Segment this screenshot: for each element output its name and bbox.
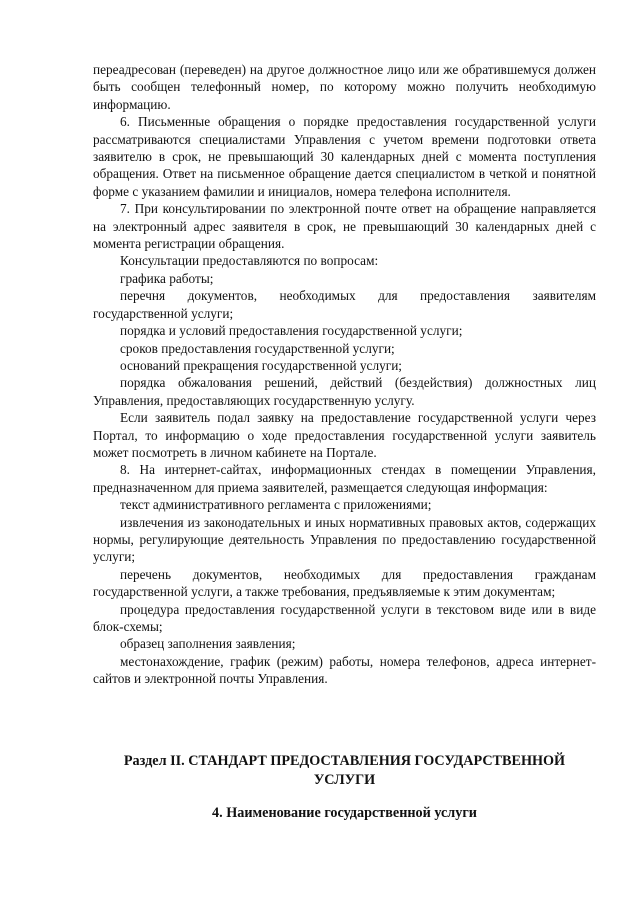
paragraph-item-6: 6. Письменные обращения о порядке предоставления государственной услуги рассматриваются специалистами Управления с учетом времени подготовки ответа заявителю в срок, не превышающий 30 календарных дней с момента поступления обращения. Ответ на письменное обращение дается специалистом в четкой и понятной форме с указанием фамилии и инициалов, номера телефона исполнителя. (93, 114, 596, 199)
paragraph-item-8: 8. На интернет-сайтах, информационных стендах в помещении Управления, предназначенном для приема заявителей, размещается следующая информация: (93, 462, 596, 495)
list-item: сроков предоставления государственной услуги; (120, 340, 395, 356)
list-item: перечня документов, необходимых для предоставления заявителям государственной услуги; (93, 288, 596, 321)
list-item: процедура предоставления государственной услуги в текстовом виде или в виде блок-схемы; (93, 601, 596, 634)
paragraph-consultation-topics: Консультации предоставляются по вопросам: (120, 253, 379, 269)
list-item: образец заполнения заявления; (120, 636, 296, 652)
list-item: перечень документов, необходимых для предоставления гражданам государственной услуги, а также требования, предъявляемые к этим документам; (93, 566, 596, 600)
body-text (93, 61, 596, 688)
list-item: извлечения из законодательных и иных нормативных правовых актов, содержащих нормы, регулирующие деятельность Управления по предоставлению государственной услуги; (93, 514, 596, 565)
section-title: Раздел II. СТАНДАРТ ПРЕДОСТАВЛЕНИЯ ГОСУДАРСТВЕННОЙ УСЛУГИ (123, 753, 566, 788)
paragraph-item-7: 7. При консультировании по электронной почте ответ на обращение направляется на электронный адрес заявителя в срок, не превышающий 30 календарных дней с момента регистрации обращения. (93, 201, 596, 252)
paragraph-portal-info: Если заявитель подал заявку на предоставление государственной услуги через Портал, то информацию о ходе предоставления государственной услуги заявитель может посмотреть в личном кабинете на Портале. (93, 410, 596, 460)
list-item: порядка обжалования решений, действий (бездействия) должностных лиц Управления, предоставляющих государственную услугу. (93, 375, 596, 408)
paragraph-continuation: переадресован (переведен) на другое должностное лицо или же обратившемуся должен быть сообщен телефонный номер, по которому можно получить необходимую информацию. (93, 62, 596, 112)
list-item: местонахождение, график (режим) работы, номера телефонов, адреса интернет-сайтов и электронной почты Управления. (93, 653, 596, 687)
subsection-title: 4. Наименование государственной услуги (212, 805, 477, 821)
list-item: оснований прекращения государственной услуги; (120, 357, 403, 373)
list-item: графика работы; (120, 270, 214, 286)
list-item: текст административного регламента с приложениями; (120, 497, 432, 513)
list-item: порядка и условий предоставления государственной услуги; (120, 323, 463, 339)
